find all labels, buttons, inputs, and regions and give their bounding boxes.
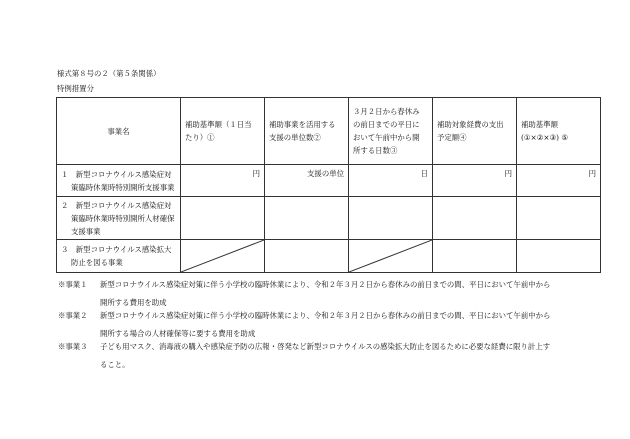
header-business-name: 事業名 [57, 98, 181, 165]
base-amount-cell[interactable] [181, 197, 265, 240]
days-cell[interactable]: 日 [349, 165, 433, 197]
note-3: ※事業３ 子ども用マスク、消毒液の購入や感染症予防の広報・啓発など新型コロナウイルスの感染拡大防止を図るために必要な経費に限り計上す ること。 [58, 342, 551, 369]
form-title: 様式第８号の２（第５条関係） [57, 69, 161, 78]
expense-cell[interactable] [433, 240, 517, 273]
section-title: 特例措置分 [57, 84, 94, 93]
subsidy-table [56, 97, 601, 273]
table-row [57, 165, 601, 197]
row-business-name: １ 新型コロナウイルス感染症対 策臨時休業時特別開所支援事業 [57, 165, 181, 197]
units-cell[interactable] [265, 197, 349, 240]
base-amount-cell[interactable]: 円 [181, 165, 265, 197]
header-units: 補助事業を活用する 支援の単位数② [265, 98, 349, 165]
table-header-row [57, 98, 601, 165]
base-amount-cell-struck [181, 240, 265, 273]
note-1: ※事業１ 新型コロナウイルス感染症対策に伴う小学校の臨時休業により、令和２年３月２日から春休みの前日までの間、平日において午前中から 開所する費用を助成 [58, 280, 551, 307]
units-cell[interactable]: 支援の単位 [265, 165, 349, 197]
units-cell[interactable] [265, 240, 349, 273]
table-row [57, 197, 601, 240]
note-2: ※事業２ 新型コロナウイルス感染症対策に伴う小学校の臨時休業により、令和２年３月２日から春休みの前日までの間、平日において午前中から 開所する場合の人材確保等に要する費用を助成 [58, 311, 551, 338]
table-row [57, 240, 601, 273]
header-expense: 補助対象経費の支出 予定額④ [433, 98, 517, 165]
standard-cell[interactable] [517, 240, 601, 273]
row-business-name: ２ 新型コロナウイルス感染症対 策臨時休業時特別開所人材確保 支援事業 [57, 197, 181, 240]
expense-cell[interactable]: 円 [433, 165, 517, 197]
row-business-name: ３ 新型コロナウイルス感染拡大 防止を図る事業 [57, 240, 181, 273]
standard-cell[interactable] [517, 197, 601, 240]
expense-cell[interactable] [433, 197, 517, 240]
standard-cell[interactable]: 円 [517, 165, 601, 197]
days-cell-struck [349, 240, 433, 273]
header-standard: 補助基準額 (①×②×③) ⑤ [517, 98, 601, 165]
days-cell[interactable] [349, 197, 433, 240]
header-base-amount: 補助基準額（１日当 たり）① [181, 98, 265, 165]
header-days: ３月２日から春休み の前日までの平日に おいて午前中から開 所する日数③ [349, 98, 433, 165]
